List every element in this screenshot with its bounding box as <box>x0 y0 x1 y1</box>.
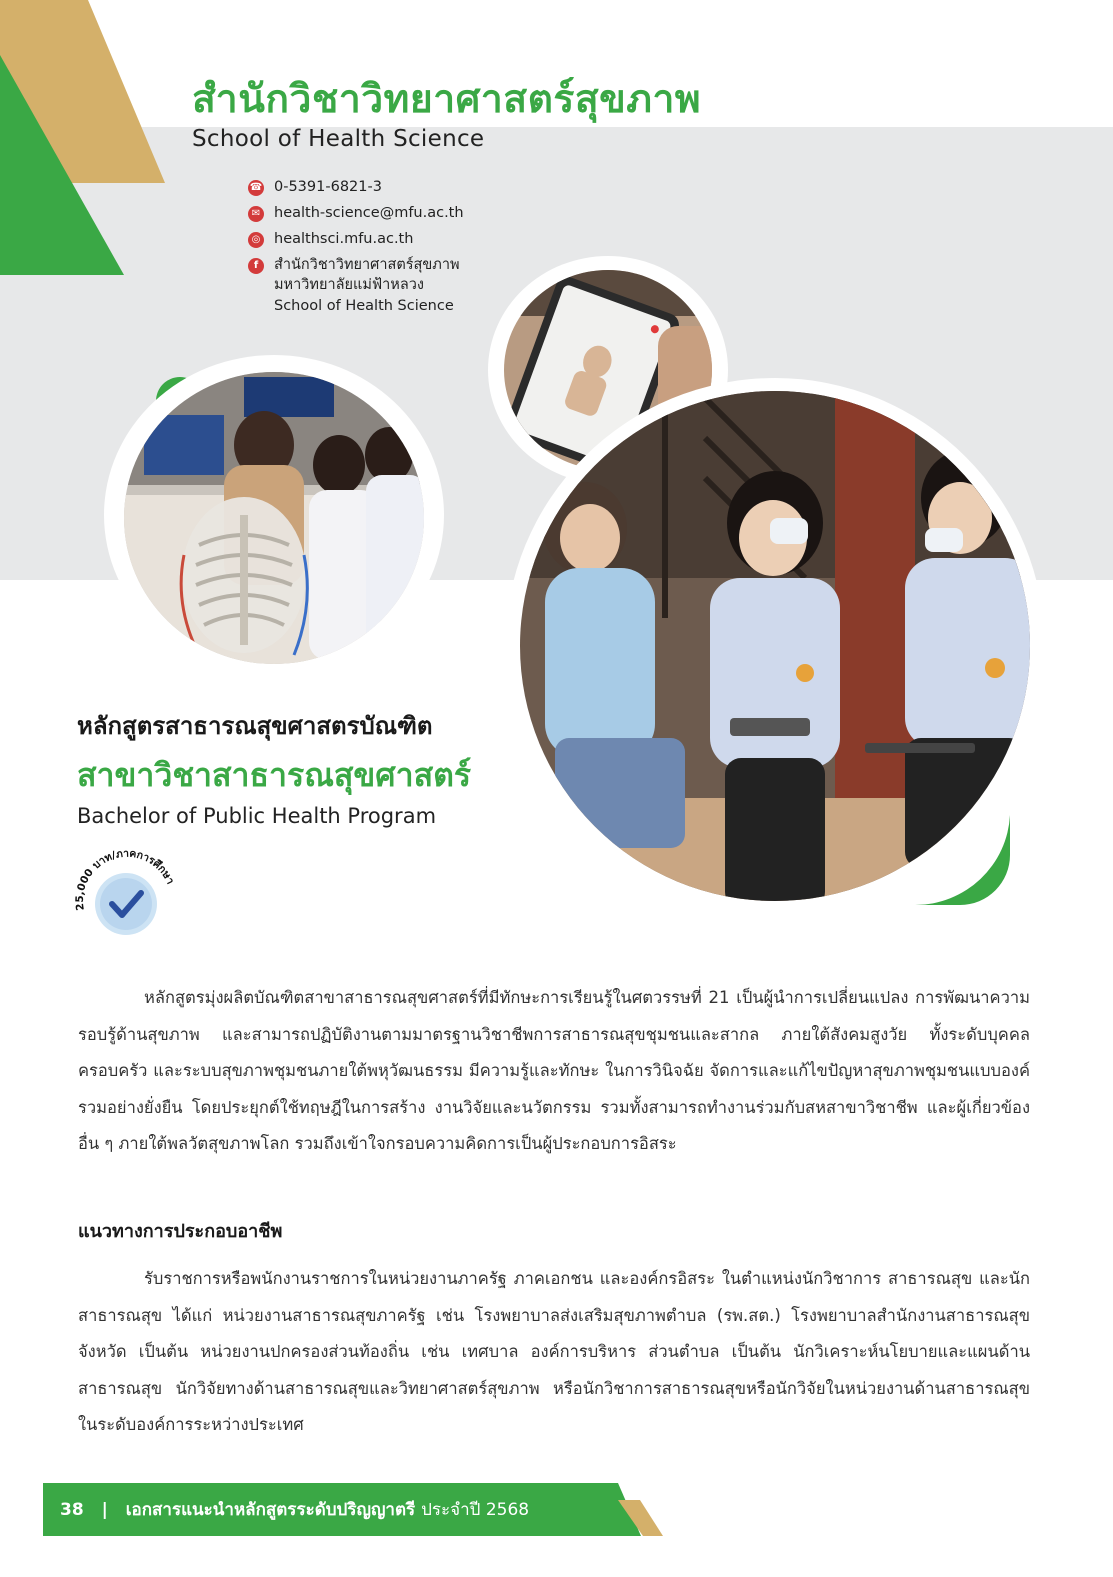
email-icon: ✉ <box>248 206 264 222</box>
facebook-name-line2: มหาวิทยาลัยแม่ฟ้าหลวง <box>274 277 424 293</box>
description-text: หลักสูตรมุ่งผลิตบัณฑิตสาขาสาธารณสุขศาสตร์ที่มีทักษะการเรียนรู้ในศตวรรษที่ 21 เป็นผู้นำการเปลี่ยนแปลง การพัฒนาความรอบรู้ด้านสุขภาพ และสามารถปฏิบัติงานตามมาตรฐานวิชาชีพการสาธารณสุขชุมชนและสากล ภายใต้สังคมสูงวัย ทั้งระดับบุคคล ครอบครัว และระบบสุขภาพชุมชนภายใต้พหุวัฒนธรรม มีความรู้และทักษะ ในการวินิจฉัย จัดการและแก้ไขปัญหาสุขภาพชุมชนแบบองค์รวมอย่างยั่งยืน โดยประยุกต์ใช้ทฤษฎีในการสร้าง งานวิจัยและนวัตกรรม รวมทั้งสามารถทำงานร่วมกับสหสาขาวิชาชีพ และผู้เกี่ยวข้องอื่น ๆ ภายใต้พลวัตสุขภาพโลก รวมถึงเข้าใจกรอบความคิดการเป็นผู้ประกอบการอิสระ <box>78 988 1030 1153</box>
footer-year: ประจำปี 2568 <box>421 1500 530 1520</box>
school-title-en: School of Health Science <box>192 126 485 152</box>
footer <box>60 1496 529 1523</box>
facebook-icon: f <box>248 258 264 274</box>
phone-icon: ☎ <box>248 180 264 196</box>
lab-photo <box>104 355 444 675</box>
globe-icon: ◎ <box>248 232 264 248</box>
page-number: 38 <box>60 1500 84 1520</box>
program-title-th-line1: หลักสูตรสาธารณสุขศาสตรบัณฑิต <box>77 712 433 740</box>
career-heading: แนวทางการประกอบอาชีพ <box>78 1221 283 1242</box>
program-description <box>78 980 1030 1163</box>
green-arc-decoration <box>915 815 1015 910</box>
email-address: health-science@mfu.ac.th <box>274 205 464 221</box>
program-title-th-line2: สาขาวิชาสาธารณสุขศาสตร์ <box>77 756 472 794</box>
career-description <box>78 1261 1030 1444</box>
career-text: รับราชการหรือพนักงานราชการในหน่วยงานภาครัฐ ภาคเอกชน และองค์กรอิสระ ในตำแหน่งนักวิชาการ สาธารณสุข และนักสาธารณสุข ได้แก่ หน่วยงานสาธารณสุขภาครัฐ เช่น โรงพยาบาลส่งเสริมสุขภาพตำบล (รพ.สต.) โรงพยาบาลสำนักงานสาธารณสุขจังหวัด เป็นต้น หน่วยงานปกครองส่วนท้องถิ่น เช่น เทศบาล องค์การบริหาร ส่วนตำบล เป็นต้น นักวิเคราะห์นโยบายและแผนด้านสาธารณสุข นักวิจัยทางด้านสาธารณสุขและวิทยาศาสตร์สุขภาพ หรือนักวิชาการสาธารณสุขหรือนักวิจัยในหน่วยงานด้านสาธารณสุขในระดับองค์การระหว่างประเทศ <box>78 1269 1030 1434</box>
footer-separator: | <box>101 1500 108 1520</box>
program-title-en: Bachelor of Public Health Program <box>77 804 437 828</box>
tuition-badge <box>70 848 180 940</box>
website-url: healthsci.mfu.ac.th <box>274 231 414 247</box>
facebook-name-line3: School of Health Science <box>274 298 454 314</box>
tuition-text: 25,000 บาท/ภาคการศึกษา <box>73 848 177 912</box>
corner-decoration <box>0 0 220 300</box>
school-title-th: สำนักวิชาวิทยาศาสตร์สุขภาพ <box>192 77 702 122</box>
footer-doc-title: เอกสารแนะนำหลักสูตรระดับปริญญาตรี <box>125 1500 416 1520</box>
lab-photo-frame <box>104 355 444 675</box>
facebook-name-line1: สำนักวิชาวิทยาศาสตร์สุขภาพ <box>274 257 460 273</box>
phone-number: 0-5391-6821-3 <box>274 179 382 195</box>
